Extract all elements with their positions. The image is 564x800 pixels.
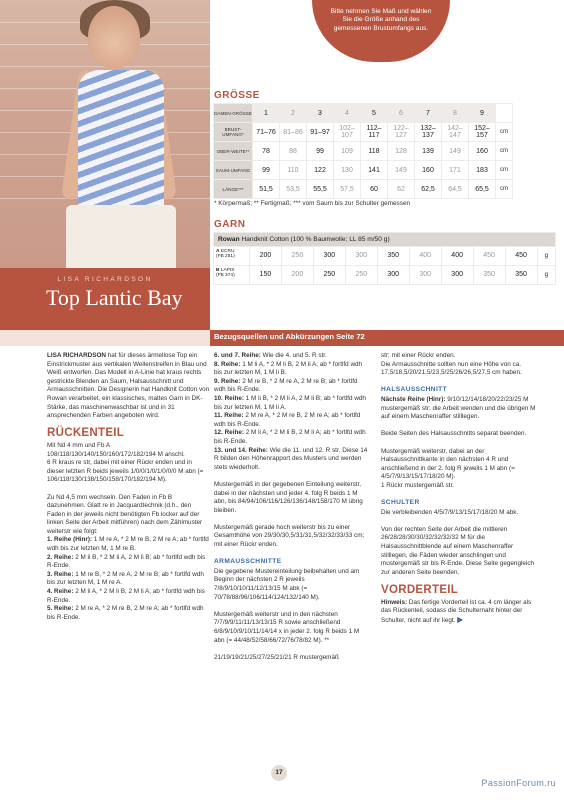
size-footnote: * Körpermaß; ** Fertigmaß; *** vom Saum bis zur Schulter gemessen: [214, 200, 411, 207]
heading-armholes: ARMAUSSCHNITTE: [214, 558, 282, 566]
size-cell: 91–97: [307, 123, 333, 141]
yarn-cell: 300: [410, 266, 441, 284]
pattern-title: Top Lantic Bay: [46, 285, 183, 310]
size-unit: cm: [496, 142, 512, 160]
yarn-cell: 200: [282, 266, 313, 284]
size-cell: 88: [280, 142, 306, 160]
row-instruction: 5. Reihe: 2 M re A, * 2 M re B, 2 M re A; ab * fortlfd wdh bis R-Ende.: [47, 605, 204, 621]
row-instruction: 2. Reihe: 2 M li B, * 2 M li A, 2 M li B; ab * fortlfd wdh bis R-Ende.: [47, 553, 206, 570]
row-instruction: 4. Reihe: 2 M li A, * 2 M li B, 2 M li A; ab * fortlfd wdh bis R-Ende.: [47, 588, 205, 604]
continue-arrow-icon: ▶: [457, 614, 464, 624]
yarn-color-name: LAPIS: [220, 268, 235, 273]
size-cell: 149: [442, 142, 468, 160]
size-cell: 132–137: [415, 123, 441, 141]
size-cell: 6: [388, 104, 414, 122]
size-cell: 149: [388, 161, 414, 179]
row-instruction: 13. und 14. Reihe: Wie die 11. und 12. R str. Diese 14 R bilden den Höhenrapport des Musters und werden stets wiederholt.: [214, 446, 368, 471]
size-cell: 109: [334, 142, 360, 160]
paragraph: 1 Rückr mustergemäß str.: [381, 481, 454, 489]
size-cell: 55,5: [307, 180, 333, 198]
page-number: 17: [271, 765, 287, 781]
paragraph: Nächste Reihe (Hinr): 9/10/12/14/18/20/22/23/25 M mustergemäß str; die Arbeit wenden und die übrigen M auf einem Maschenraffer stilllegen.: [381, 395, 536, 421]
yarn-unit: g: [538, 247, 555, 265]
size-cell: 141: [361, 161, 387, 179]
row-instruction: 3. Reihe: 1 M re B, * 2 M re A, 2 M re B; ab * fortlfd wdh bis zur letzten M, 1 M re A.: [47, 570, 204, 587]
size-cell: 1: [253, 104, 279, 122]
yarn-cell: 400: [410, 247, 441, 265]
size-cell: 81–86: [280, 123, 306, 141]
row-instruction: 8. Reihe: 1 M li A, * 2 M li B, 2 M li A; ab * fortlfd wdh bis zur letzten M, 1 M li B.: [214, 360, 363, 377]
text-column-1: [47, 352, 210, 622]
size-cell: 5: [361, 104, 387, 122]
yarn-cell: 150: [250, 266, 281, 284]
paragraph: 21/19/19/21/25/27/25/21/21 R mustergemäß: [214, 653, 339, 661]
yarn-cell: 350: [506, 266, 537, 284]
heading-front: VORDERTEIL: [381, 584, 459, 597]
yarn-unit: g: [538, 266, 555, 284]
text-column-2: [214, 352, 369, 671]
paragraph: Hinweis: Das fertige Vorderteil ist ca. 4 cm länger als das Rückenteil, sodass die Schulternaht hinter der Schulter, nicht auf ihr liegt. ▶: [381, 598, 532, 624]
size-cell: 99: [307, 142, 333, 160]
size-cell: 99: [253, 161, 279, 179]
paragraph: Die gegebene Mustereinteilung beibehalten und am Beginn der nächsten 2 R jeweils 7/8/9/10/10/11/12/13/15 M abk (= 70/78/88/96/106/114/124/132/140 M).: [214, 567, 360, 601]
size-row-label: DAMEN-GRÖSSE: [214, 104, 252, 122]
paragraph: Beide Seiten des Halsausschnitts separat beenden.: [381, 430, 527, 438]
size-cell: 78: [253, 142, 279, 160]
row-instruction: 9. Reihe: 2 M re B, * 2 M re A, 2 M re B; ab * fortlfd wdh bis R-Ende.: [214, 377, 358, 394]
yarn-table: [213, 232, 556, 285]
yarn-cell: 250: [282, 247, 313, 265]
size-cell: 160: [469, 142, 495, 160]
yarn-cell: 300: [314, 247, 345, 265]
size-cell: 110: [280, 161, 306, 179]
yarn-cell: 250: [346, 266, 377, 284]
yarn-letter: B: [216, 268, 220, 273]
size-row: [214, 142, 512, 160]
size-cell: 142–147: [442, 123, 468, 141]
size-table: [213, 103, 513, 199]
size-cell: 71–76: [253, 123, 279, 141]
row-instruction: 11. Reihe: 2 M re A, * 2 M re B, 2 M re A; ab * fortlfd wdh bis R-Ende.: [214, 412, 361, 428]
size-cell: 171: [442, 161, 468, 179]
yarn-heading: GARN: [214, 219, 246, 230]
designer-name: LISA RICHARDSON: [57, 276, 153, 283]
size-cell: 122–127: [388, 123, 414, 141]
size-row-label: OBER-WEITE**: [214, 142, 252, 160]
size-row-label: BRUST-UMFANG*: [214, 123, 252, 141]
size-heading: GRÖSSE: [214, 90, 260, 101]
yarn-brand: Rowan: [218, 236, 240, 243]
size-cell: 183: [469, 161, 495, 179]
yarn-cell: 450: [474, 247, 505, 265]
yarn-cell: 300: [378, 266, 409, 284]
size-cell: 102–107: [334, 123, 360, 141]
size-cell: 152–157: [469, 123, 495, 141]
yarn-cell: 200: [250, 247, 281, 265]
size-cell: 160: [415, 161, 441, 179]
yarn-color-code: (FB 251): [216, 254, 235, 260]
yarn-color-name: ECRU: [220, 249, 235, 254]
heading-back: RÜCKENTEIL: [47, 427, 125, 440]
yarn-cell: 400: [442, 247, 473, 265]
text-column-3: [381, 352, 536, 634]
yarn-cell: 250: [314, 266, 345, 284]
yarn-title: [214, 233, 555, 246]
size-cell: 128: [388, 142, 414, 160]
paragraph: str; mit einer Rückr enden.: [381, 352, 456, 359]
paragraph: Von der rechten Seite der Arbeit die mittleren 26/28/28/30/30/32/32/32/32 M für die Halsausschnittblende auf einem Maschenraffer stilllegen, die Fäden wieder anschlingen und mustergemäß str bis R-Ende. Diese Seite gegengleich zur anderen Seite beenden.: [381, 525, 535, 576]
size-cell: 62: [388, 180, 414, 198]
row-instruction: 1. Reihe (Hinr): 1 M re A, * 2 M re B, 2 M re A; ab * fortlfd wdh bis zur letzten M, 1 M re B.: [47, 536, 209, 553]
title-band-extension: [0, 330, 210, 346]
yarn-cell: 300: [346, 247, 377, 265]
size-cell: 2: [280, 104, 306, 122]
yarn-color-label: [214, 247, 249, 265]
size-cell: 60: [361, 180, 387, 198]
size-row-label: SAUM-UMFANG: [214, 161, 252, 179]
size-cell: 62,5: [415, 180, 441, 198]
yarn-description: Handknit Cotton (100 % Baumwolle; LL 85 m/50 g): [241, 236, 390, 243]
size-cell: 65,5: [469, 180, 495, 198]
yarn-cell: 300: [442, 266, 473, 284]
paragraph: Mit Nd 4 mm und Fb A 108/118/130/140/150/160/172/182/194 M anschl.: [47, 441, 185, 458]
paragraph: Mustergemäß weiterstr, dabei an der Halsausschnittkante in den nächsten 4 R und anschließend in der 2. folg R jeweils 1 M abn (= 4/5/7/9/13/15/17/18/20 M).: [381, 447, 515, 481]
paragraph: Zu Nd 4,5 mm wechseln. Den Faden in Fb B dazunehmen. Glatt re in Jacquardtechnik (d.h., den Faden in der jeweils nicht benötigten Fb locker auf der linken Seite der Arbeit mitführen) nach dem Zählmuster weiterstr wie folgt:: [47, 493, 203, 535]
size-cell: 4: [334, 104, 360, 122]
size-cell: 3: [307, 104, 333, 122]
yarn-cell: 350: [378, 247, 409, 265]
paragraph: Mustergemäß in der gegebenen Einteilung weiterstr, dabei in der nächsten und jeder 4. folg R beids 1 M abn, bis 84/94/106/116/126/136/148/158/170 M übrig bleiben.: [214, 480, 363, 514]
size-cell: 130: [334, 161, 360, 179]
size-cell: 51,5: [253, 180, 279, 198]
size-unit: cm: [496, 161, 512, 179]
size-cell: 112–117: [361, 123, 387, 141]
size-cell: 118: [361, 142, 387, 160]
size-unit: cm: [496, 180, 512, 198]
size-cell: 64,5: [442, 180, 468, 198]
yarn-row: [214, 247, 555, 265]
paragraph: Mustergemäß gerade hoch weiterstr bis zu einer Gesamthöhe von 29/30/30,5/31/31,5/32/32/33/33 cm; mit einer Rückr enden.: [214, 523, 365, 549]
model-photo: [0, 0, 210, 268]
yarn-color-code: (FB 374): [216, 273, 235, 279]
size-unit: cm: [496, 123, 512, 141]
yarn-letter: A: [216, 249, 220, 254]
yarn-cell: 350: [474, 266, 505, 284]
row-instruction: 10. Reihe: 1 M li B, * 2 M li A, 2 M li B; ab * fortlfd wdh bis zur letzten M, 1 M li A.: [214, 394, 366, 411]
size-row-label: LÄNGE***: [214, 180, 252, 198]
paragraph: Die verbleibenden 4/5/7/9/13/15/17/18/20 M abk.: [381, 508, 519, 516]
paragraph: 6 R kraus re str, dabei mit einer Rückr enden und in dieser letzten R beids jeweils 1/0/0/1/0/1/0/0/0 M abn (= 106/118/130/138/150/158/170/182/194 M).: [47, 459, 204, 484]
size-cell: 7: [415, 104, 441, 122]
size-row: [214, 180, 512, 198]
sources-note: Bezugsquellen und Abkürzungen Seite 72: [214, 332, 365, 341]
heading-neckline: HALSAUSSCHNITT: [381, 386, 448, 394]
size-cell: 9: [469, 104, 495, 122]
paragraph: Die Armausschnitte sollten nun eine Höhe von ca. 17,5/18,5/20/21,5/23,5/25/26/26,5/27,5 cm haben.: [381, 360, 522, 377]
row-instruction: 6. und 7. Reihe: Wie die 4. und 5. R str.: [214, 352, 327, 359]
size-cell: 8: [442, 104, 468, 122]
size-row: [214, 161, 512, 179]
size-row: [214, 123, 512, 141]
yarn-cell: 450: [506, 247, 537, 265]
intro-name: LISA RICHARDSON: [47, 352, 106, 359]
size-unit: [496, 104, 512, 122]
measure-note: Bitte nehmen Sie Maß und wählen Sie die Größe anhand des gemessenen Brustumfangs aus.: [312, 0, 450, 62]
yarn-row: [214, 266, 555, 284]
intro-paragraph: LISA RICHARDSON hat für dieses ärmellose Top ein Einstrickmuster aus vertikalen Wellenstreifen in Blau und Weiß entworfen. Das Modell in A-Linie hat kraus rechts gestrickte Blenden an Saum, Halsausschnitt und Armausschnitten. Die Designerin hat Handknit Cotton von Rowan verarbeitet, ein klassisches, mattes Garn in DK-Stärke, das maschinenwaschbar ist und in 31 ansprechenden Farben angeboten wird.: [47, 352, 210, 420]
heading-shoulder: SCHULTER: [381, 499, 420, 507]
watermark: PassionForum.ru: [481, 778, 556, 788]
size-cell: 122: [307, 161, 333, 179]
size-row: [214, 104, 512, 122]
yarn-color-label: [214, 266, 249, 284]
size-cell: 139: [415, 142, 441, 160]
row-instruction: 12. Reihe: 2 M li A, * 2 M li B, 2 M li A; ab * fortlfd wdh bis R-Ende.: [214, 429, 366, 445]
size-cell: 57,5: [334, 180, 360, 198]
size-cell: 53,5: [280, 180, 306, 198]
paragraph: Mustergemäß weiterstr und in den nächsten 7/7/9/9/11/11/13/13/15 R sowie anschließend 6/8/9/10/9/10/11/14/14 x in jeder 2. folg R beids 1 M abn (= 44/48/52/58/66/72/76/78/82 M). **: [214, 610, 360, 644]
